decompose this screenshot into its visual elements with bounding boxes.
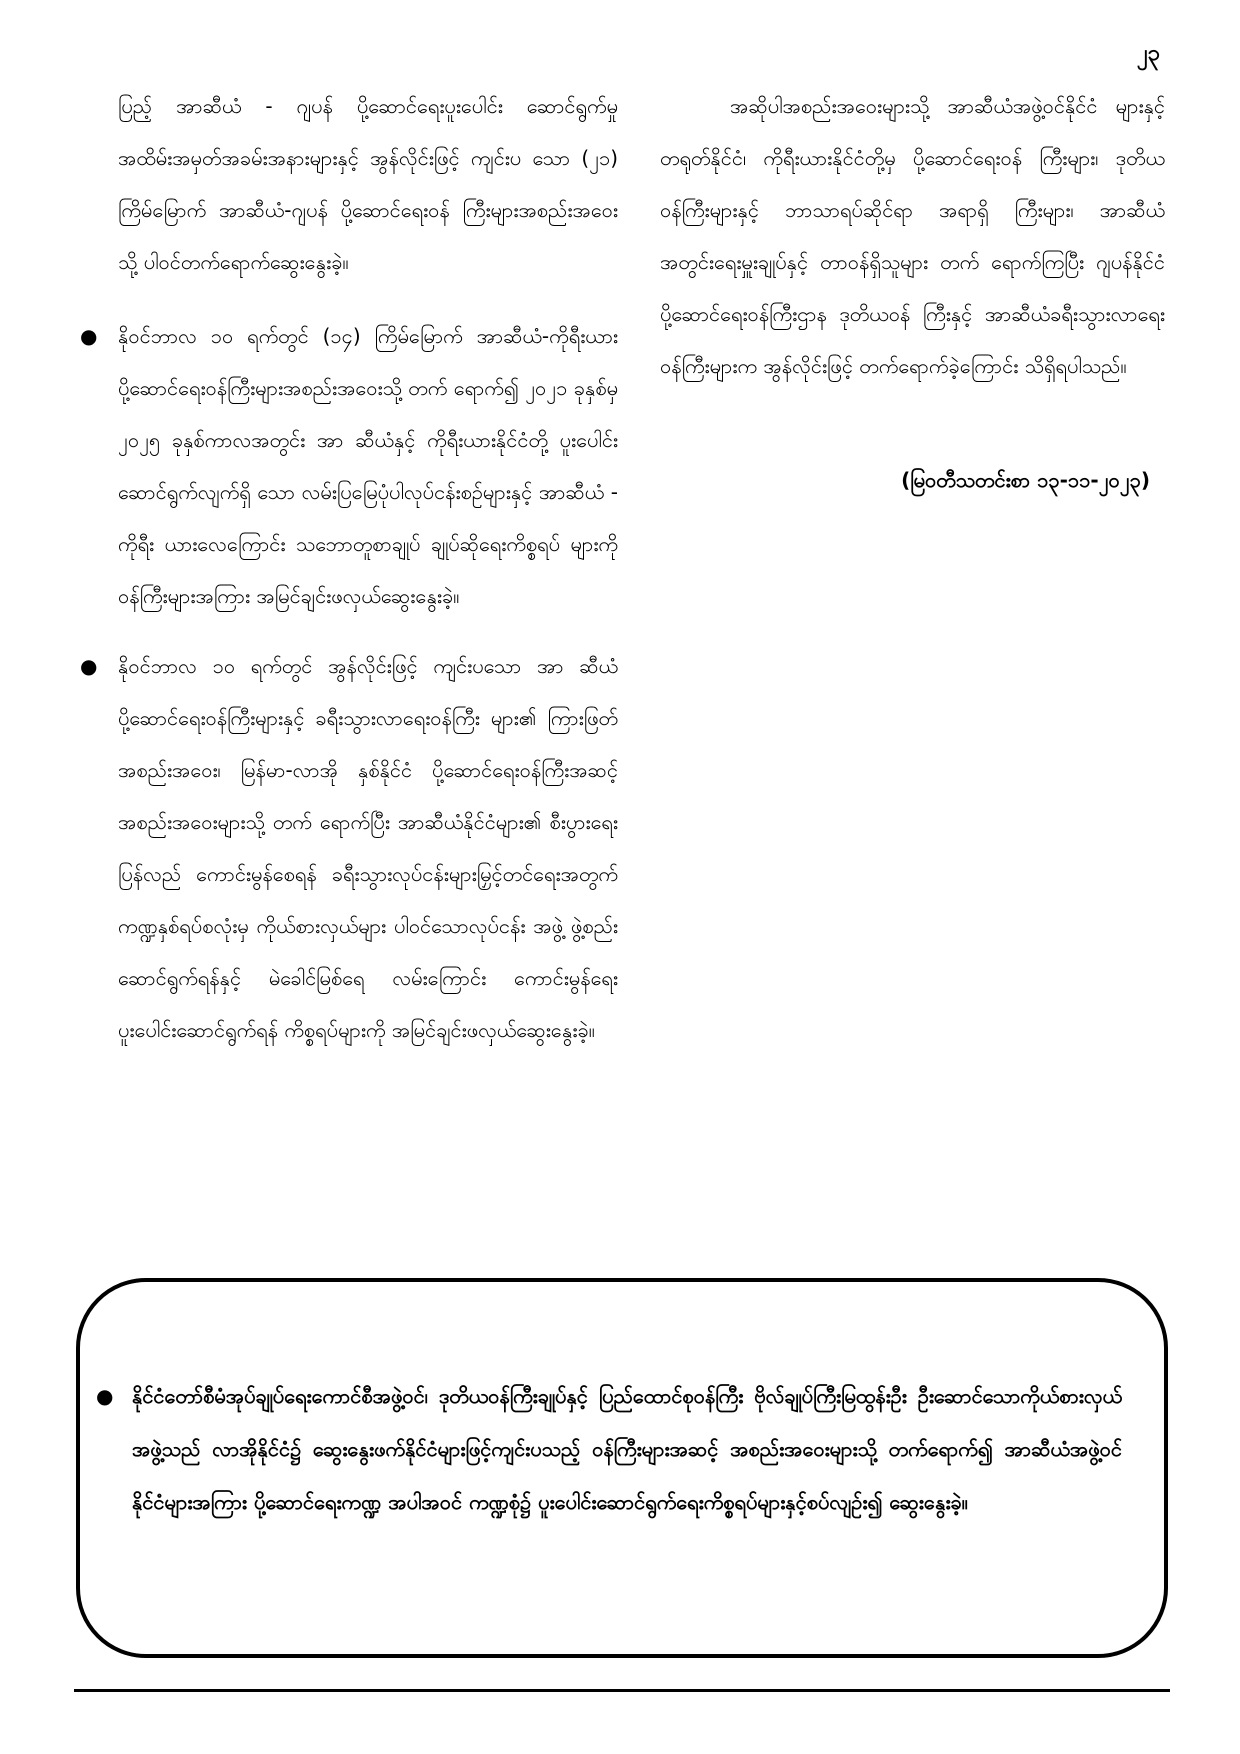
bullet-text: နိုဝင်ဘာလ ၁၀ ရက်တွင် အွန်လိုင်းဖြင့် ကျင်းပသော အာ ဆီယံပို့ဆောင်ရေးဝန်ကြီးများနှင့် ခရီးသွားလာရေးဝန်ကြီး များ၏ ကြားဖြတ်အစည်းအဝေး၊ မြန်မာ-လာအို နှစ်နိုင်ငံ ပို့ဆောင်ရေးဝန်ကြီးအဆင့် အစည်းအဝေးများသို့ တက် ရောက်ပြီး အာဆီယံနိုင်ငံများ၏ စီးပွားရေးပြန်လည် ကောင်းမွန်စေရန် ခရီးသွားလုပ်ငန်းများမြှင့်တင်ရေးအတွက် ကဏ္ဍနှစ်ရပ်စလုံးမှ ကိုယ်စားလှယ်များ ပါဝင်သောလုပ်ငန်း အဖွဲ့ ဖွဲ့စည်းဆောင်ရွက်ရန်နှင့် မဲခေါင်မြစ်ရေ လမ်းကြောင်း ကောင်းမွန်ရေး ပူးပေါင်းဆောင်ရွက်ရန် ကိစ္စရပ်များကို အမြင်ချင်းဖလှယ်ဆွေးနွေးခဲ့။ — [118, 654, 618, 1042]
bullet-icon: ● — [96, 1384, 114, 1408]
bullet-text: နိုဝင်ဘာလ ၁၀ ရက်တွင် (၁၄) ကြိမ်မြောက် အာဆီယံ-ကိုရီးယား ပို့ဆောင်ရေးဝန်ကြီးများအစည်းအဝေးသို့ တက် ရောက်၍ ၂၀၂၁ ခုနှစ်မှ ၂၀၂၅ ခုနှစ်ကာလအတွင်း အာ ဆီယံနှင့် ကိုရီးယားနိုင်ငံတို့ ပူးပေါင်းဆောင်ရွက်လျက်ရှိ သော လမ်းပြမြေပုံပါလုပ်ငန်းစဉ်များနှင့် အာဆီယံ - ကိုရီး ယားလေကြောင်း သဘောတူစာချုပ် ချုပ်ဆိုရေးကိစ္စရပ် များကို ဝန်ကြီးများအကြား အမြင်ချင်းဖလှယ်ဆွေးနွေးခဲ့။ — [118, 324, 618, 608]
left-column — [80, 80, 618, 1056]
bullet-icon: ● — [80, 324, 98, 348]
bottom-divider — [74, 1689, 1170, 1692]
page-number: ၂၃ — [1136, 41, 1160, 66]
summary-content — [96, 1370, 1122, 1529]
bullet-list — [80, 310, 618, 1056]
bullet-icon: ● — [80, 654, 98, 678]
summary-box — [76, 1278, 1168, 1658]
right-column — [660, 80, 1165, 506]
source-citation: (မြဝတီသတင်းစာ ၁၃-၁၁-၂၀၂၃) — [901, 468, 1150, 492]
bullet-item — [80, 310, 618, 622]
right-paragraph: အဆိုပါအစည်းအဝေးများသို့ အာဆီယံအဖွဲ့ဝင်နိုင်ငံ များနှင့် တရုတ်နိုင်ငံ၊ ကိုရီးယားနိုင်ငံတို့မှ ပို့ဆောင်ရေးဝန် ကြီးများ၊ ဒုတိယဝန်ကြီးများနှင့် ဘာသာရပ်ဆိုင်ရာ အရာရှိ ကြီးများ၊ အာဆီယံအတွင်းရေးမှူးချုပ်နှင့် တာဝန်ရှိသူများ တက် ရောက်ကြပြီး ဂျပန်နိုင်ငံ ပို့ဆောင်ရေးဝန်ကြီးဌာန ဒုတိယဝန် ကြီးနှင့် အာဆီယံခရီးသွားလာရေး ဝန်ကြီးများက အွန်လိုင်းဖြင့် တက်ရောက်ခဲ့ကြောင်း သိရှိရပါသည်။ — [660, 94, 1165, 378]
bullet-item — [80, 640, 618, 1056]
summary-text: နိုင်ငံတော်စီမံအုပ်ချုပ်ရေးကောင်စီအဖွဲ့ဝင်၊ ဒုတိယဝန်ကြီးချုပ်နှင့် ပြည်ထောင်စုဝန်ကြီး ဗိုလ်ချုပ်ကြီးမြထွန်းဦး ဦးဆောင်သောကိုယ်စားလှယ်အဖွဲ့သည် လာအိုနိုင်ငံ၌ ဆွေးနွေးဖက်နိုင်ငံများဖြင့်ကျင်းပသည့် ဝန်ကြီးများအဆင့် အစည်းအဝေးများသို့ တက်ရောက်၍ အာဆီယံအဖွဲ့ဝင်နိုင်ငံများအကြား ပို့ဆောင်ရေးကဏ္ဍ အပါအဝင် ကဏ္ဍစုံ၌ ပူးပေါင်းဆောင်ရွက်ရေးကိစ္စရပ်များနှင့်စပ်လျဉ်း၍ ဆွေးနွေးခဲ့။ — [132, 1384, 1122, 1514]
continued-paragraph: ပြည့် အာဆီယံ - ဂျပန် ပို့ဆောင်ရေးပူးပေါင်း ဆောင်ရွက်မှု အထိမ်းအမှတ်အခမ်းအနားများနှင့် အွန်လိုင်းဖြင့် ကျင်းပ သော (၂၁) ကြိမ်မြောက် အာဆီယံ-ဂျပန် ပို့ဆောင်ရေးဝန် ကြီးများအစည်းအဝေးသို့ ပါဝင်တက်ရောက်ဆွေးနွေးခဲ့။ — [118, 94, 618, 274]
